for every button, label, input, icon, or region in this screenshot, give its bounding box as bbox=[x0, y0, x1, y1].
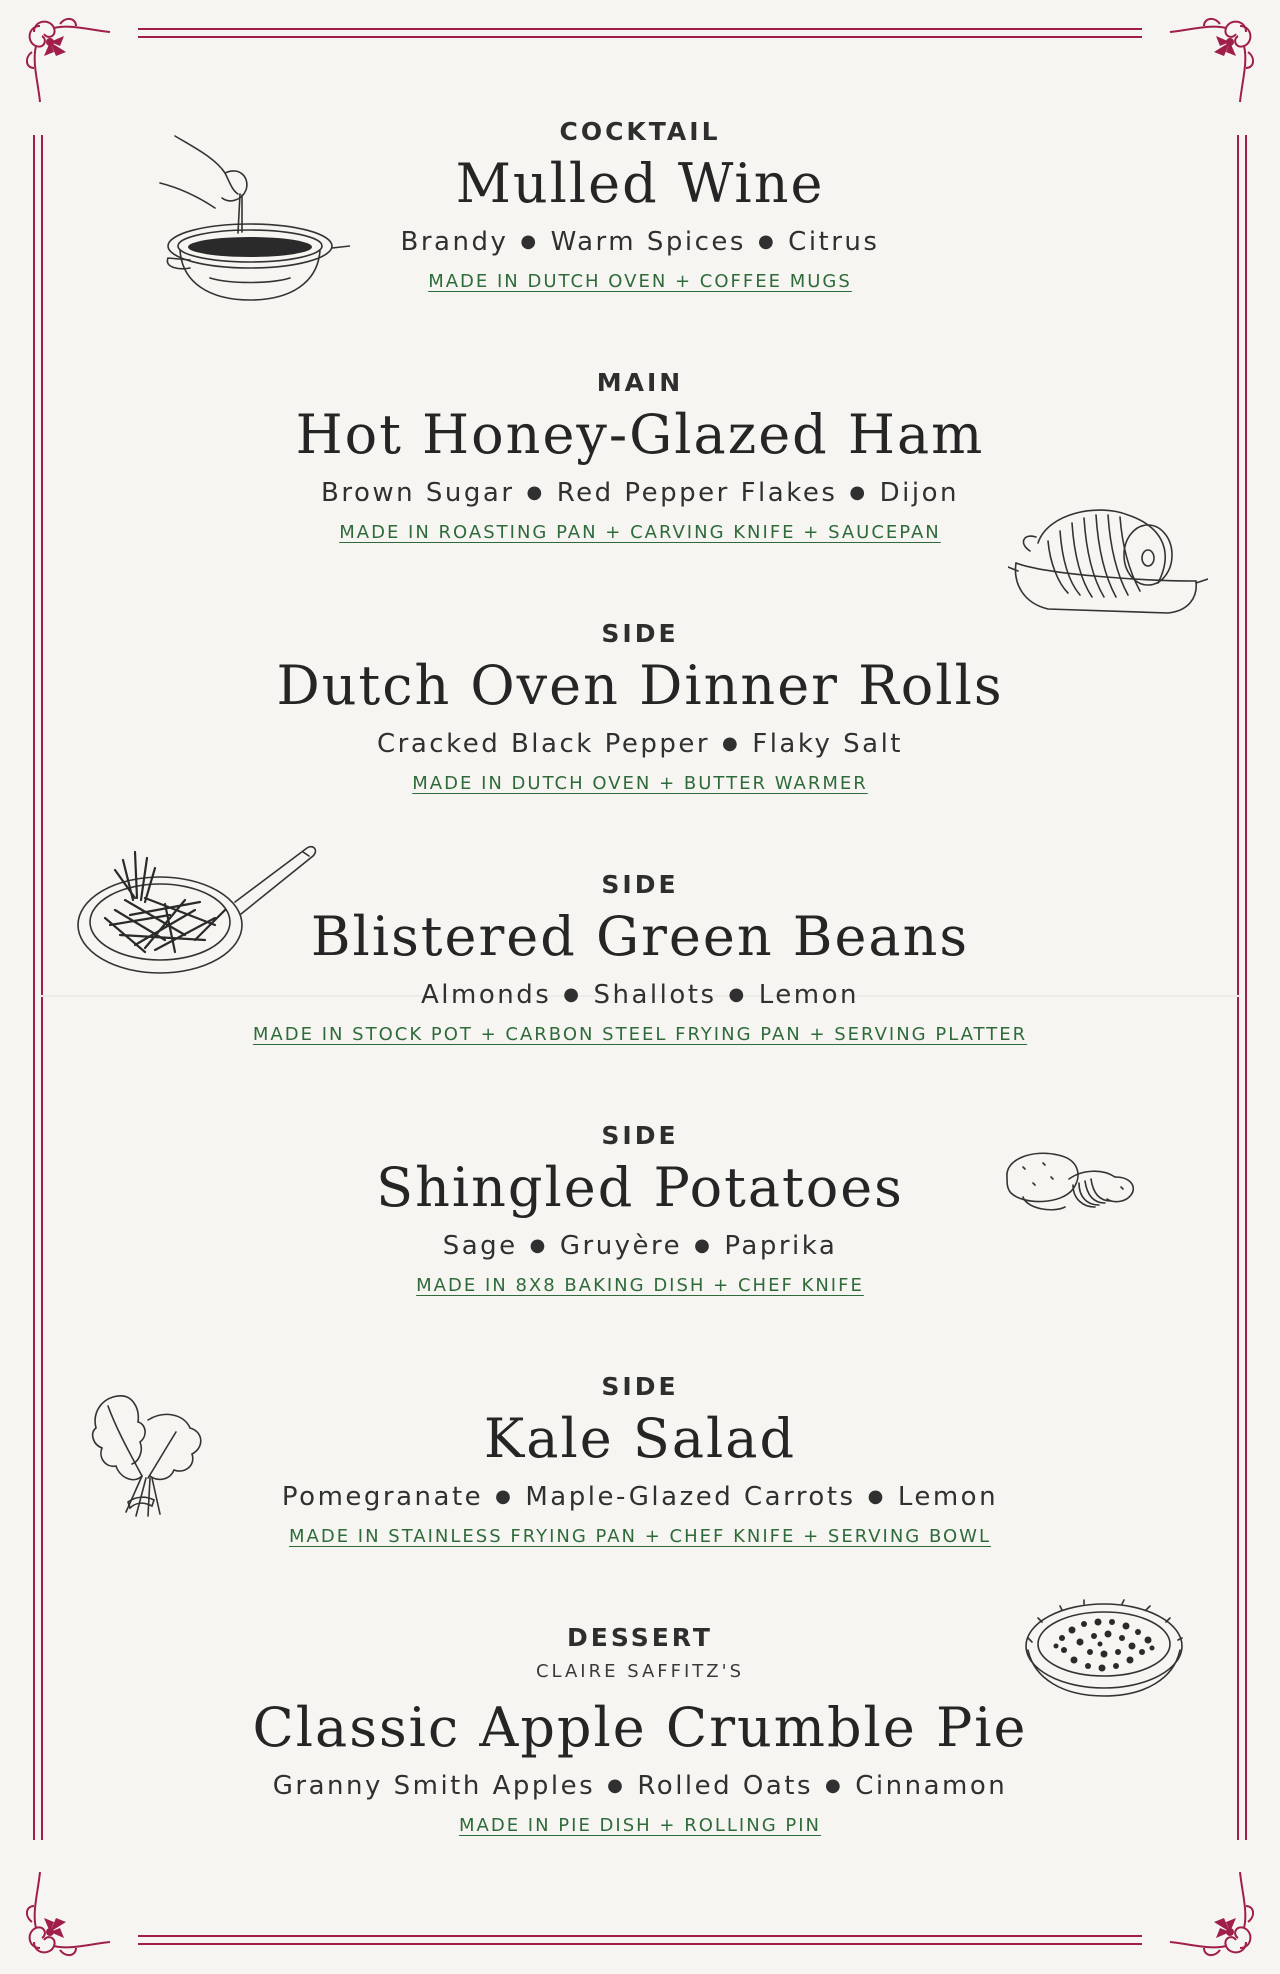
corner-ornament-top-left-icon bbox=[20, 12, 115, 107]
ingredient-list: Granny Smith Apples ● Rolled Oats ● Cinnamon bbox=[272, 1771, 1008, 1801]
course-side-rolls bbox=[0, 619, 1280, 796]
dish-title: Shingled Potatoes bbox=[376, 1156, 904, 1219]
ingredient: Cracked Black Pepper bbox=[377, 729, 711, 759]
course-side-kale-salad bbox=[0, 1372, 1280, 1549]
course-category: DESSERT bbox=[567, 1623, 713, 1652]
ingredient: Almonds bbox=[421, 980, 552, 1010]
ingredient: Lemon bbox=[897, 1482, 999, 1512]
course-cocktail bbox=[0, 117, 1280, 294]
recipe-byline: CLAIRE SAFFITZ'S bbox=[535, 1661, 745, 1682]
ingredient: Lemon bbox=[758, 980, 859, 1010]
dish-title: Mulled Wine bbox=[455, 152, 825, 215]
ingredient: Shallots bbox=[593, 980, 717, 1010]
made-in-link[interactable]: MADE IN 8X8 BAKING DISH + CHEF KNIFE bbox=[416, 1275, 864, 1296]
ingredient-list: Pomegranate ● Maple-Glazed Carrots ● Lemon bbox=[281, 1482, 999, 1512]
course-category: SIDE bbox=[601, 1372, 679, 1401]
corner-ornament-top-right-icon bbox=[1165, 12, 1260, 107]
dish-title: Dutch Oven Dinner Rolls bbox=[276, 654, 1004, 717]
course-category: MAIN bbox=[596, 368, 684, 397]
made-in-link[interactable]: MADE IN PIE DISH + ROLLING PIN bbox=[458, 1815, 821, 1836]
ingredient: Paprika bbox=[724, 1231, 838, 1261]
ingredient: Dijon bbox=[879, 478, 959, 508]
ingredient: Warm Spices bbox=[550, 227, 746, 257]
ingredient: Citrus bbox=[788, 227, 880, 257]
ingredient: Brandy bbox=[400, 227, 509, 257]
corner-ornament-bottom-left-icon bbox=[20, 1867, 115, 1962]
frame-top-line-outer bbox=[138, 28, 1142, 30]
ingredient: Maple-Glazed Carrots bbox=[525, 1482, 856, 1512]
course-category: COCKTAIL bbox=[559, 117, 721, 146]
made-in-link[interactable]: MADE IN STOCK POT + CARBON STEEL FRYING PAN + SERVING PLATTER bbox=[252, 1024, 1028, 1045]
ingredient: Sage bbox=[442, 1231, 518, 1261]
made-in-link[interactable]: MADE IN ROASTING PAN + CARVING KNIFE + SAUCEPAN bbox=[339, 522, 941, 543]
ingredient-list: Brandy ● Warm Spices ● Citrus bbox=[400, 227, 880, 257]
made-in-link[interactable]: MADE IN DUTCH OVEN + BUTTER WARMER bbox=[412, 773, 868, 794]
dish-title: Kale Salad bbox=[483, 1407, 797, 1470]
ingredient: Gruyère bbox=[559, 1231, 683, 1261]
course-side-green-beans bbox=[0, 870, 1280, 1047]
dish-title: Classic Apple Crumble Pie bbox=[252, 1696, 1028, 1759]
ingredient: Cinnamon bbox=[855, 1771, 1008, 1801]
frame-bottom-line-outer bbox=[138, 1935, 1142, 1937]
ingredient-list: Sage ● Gruyère ● Paprika bbox=[442, 1231, 838, 1261]
course-main bbox=[0, 368, 1280, 545]
ingredient: Red Pepper Flakes bbox=[556, 478, 838, 508]
ingredient-list: Brown Sugar ● Red Pepper Flakes ● Dijon bbox=[321, 478, 959, 508]
frame-bottom-line-inner bbox=[138, 1943, 1142, 1945]
course-side-potatoes bbox=[0, 1121, 1280, 1298]
frame-top-line-inner bbox=[138, 36, 1142, 38]
dish-title: Hot Honey-Glazed Ham bbox=[295, 403, 985, 466]
ingredient: Flaky Salt bbox=[752, 729, 903, 759]
made-in-link[interactable]: MADE IN STAINLESS FRYING PAN + CHEF KNIFE + SERVING BOWL bbox=[288, 1526, 992, 1547]
ingredient: Pomegranate bbox=[281, 1482, 484, 1512]
course-category: SIDE bbox=[601, 1121, 679, 1150]
ingredient-list: Cracked Black Pepper ● Flaky Salt bbox=[377, 729, 903, 759]
dish-title: Blistered Green Beans bbox=[310, 905, 970, 968]
ingredient-list: Almonds ● Shallots ● Lemon bbox=[421, 980, 859, 1010]
corner-ornament-bottom-right-icon bbox=[1165, 1867, 1260, 1962]
made-in-link[interactable]: MADE IN DUTCH OVEN + COFFEE MUGS bbox=[428, 271, 852, 292]
course-category: SIDE bbox=[601, 619, 679, 648]
ingredient: Granny Smith Apples bbox=[272, 1771, 596, 1801]
ingredient: Brown Sugar bbox=[321, 478, 515, 508]
course-category: SIDE bbox=[601, 870, 679, 899]
course-dessert bbox=[0, 1623, 1280, 1838]
ingredient: Rolled Oats bbox=[637, 1771, 814, 1801]
